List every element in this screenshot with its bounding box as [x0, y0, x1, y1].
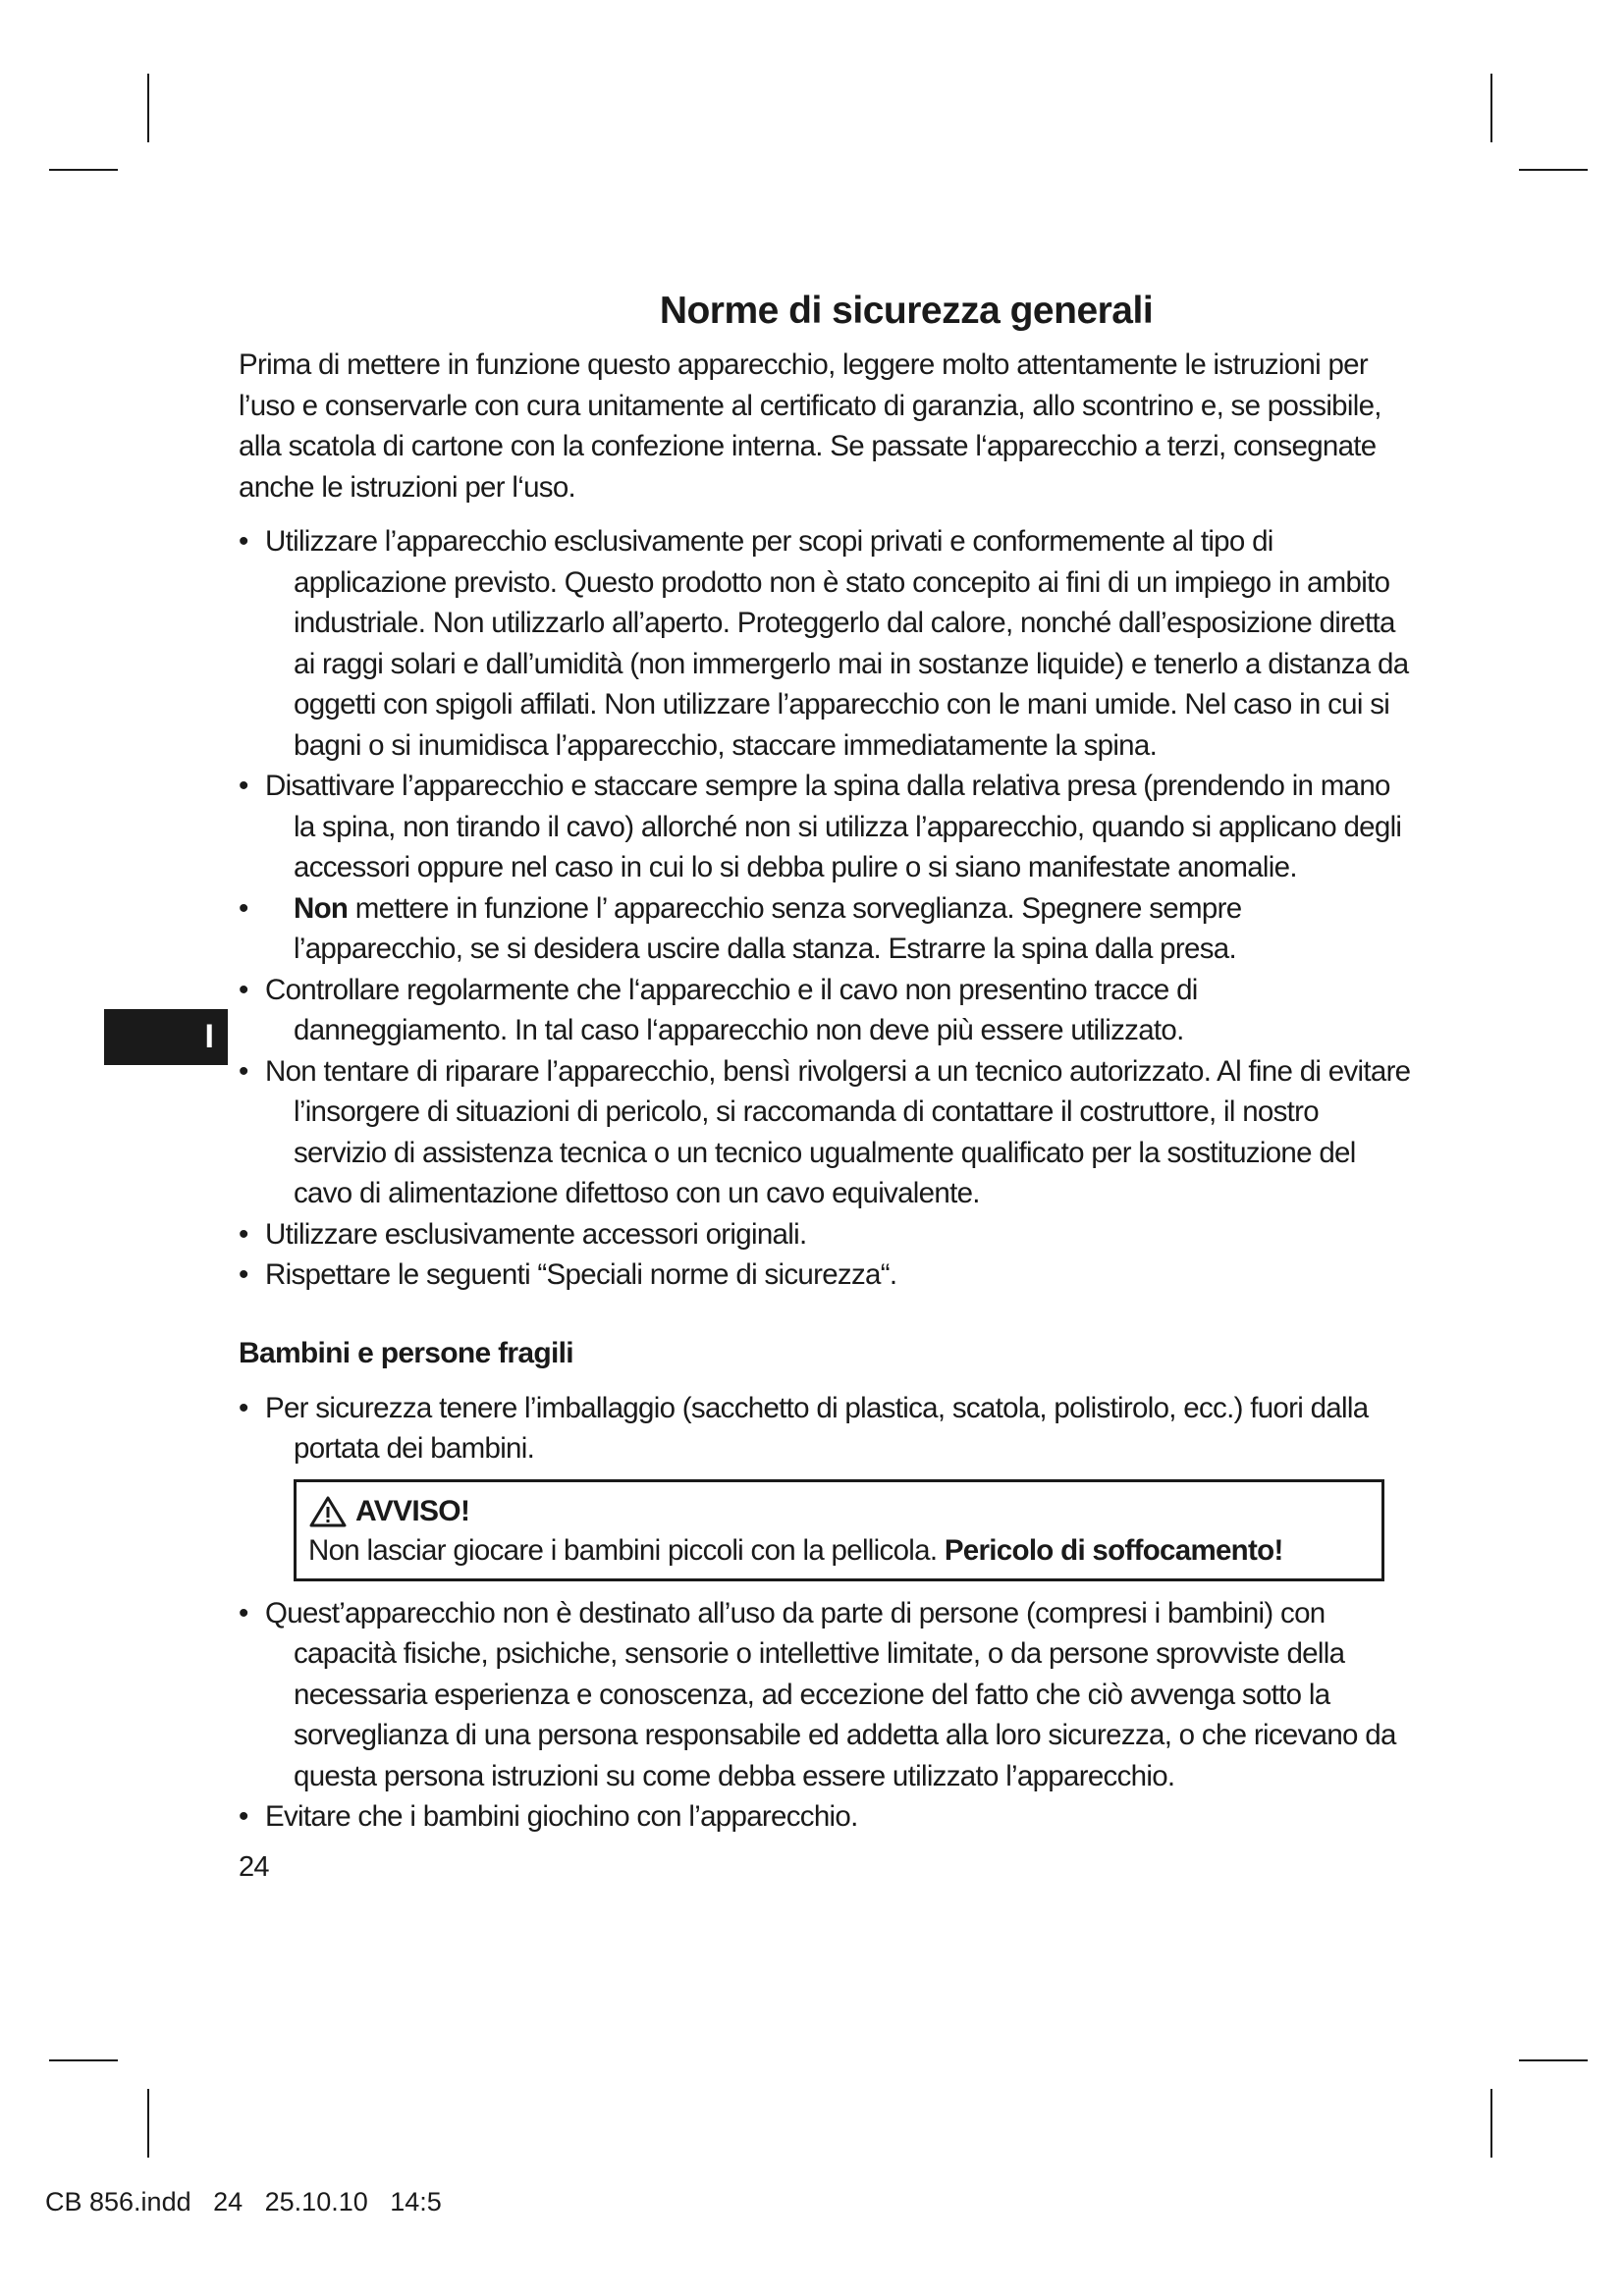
- list-item: • Non mettere in funzione l’ apparecchio senza sorveglianza. Spegnere sempre l’apparecchio, se si desidera uscire dalla stanza. Estrarre la spina dalla presa.: [239, 891, 1242, 965]
- section-heading: Bambini e persone fragili: [239, 1336, 573, 1369]
- list-item: • Non tentare di riparare l’apparecchio, bensì rivolgersi a un tecnico autorizzato. Al fine di evitare l’insorgere di situazioni di pericolo, si raccomanda di contattare il costruttore, il nostro servizio di assistenza tecnica o un tecnico ugualmente qualificato per la sostituzione del cavo di alimentazione difettoso con un cavo equivalente.: [239, 1054, 1411, 1209]
- list-item: • Disattivare l’apparecchio e staccare sempre la spina dalla relativa presa (prendendo in mano la spina, non tirando il cavo) allorché non si utilizza l’apparecchio, quando si applicano degli accessori oppure nel caso in cui lo si debba pulire o si siano manifestate anomalie.: [239, 770, 1402, 883]
- list-item: • Rispettare le seguenti “Speciali norme di sicurezza“.: [239, 1258, 897, 1291]
- warning-box: [294, 1479, 1384, 1581]
- list-item: • Per sicurezza tenere l’imballaggio (sacchetto di plastica, scatola, polistirolo, ecc.) fuori dalla portata dei bambini.: [239, 1391, 1369, 1465]
- crop-mark-bottom-right-horizontal: [1519, 2059, 1588, 2061]
- page-title: Norme di sicurezza generali: [659, 290, 1154, 332]
- crop-mark-bottom-left-horizontal: [49, 2059, 118, 2061]
- warning-triangle-icon: [308, 1495, 348, 1528]
- print-slug: CB 856.indd 24 25.10.10 14:5: [45, 2187, 442, 2216]
- list-item: • Controllare regolarmente che l‘apparecchio e il cavo non presentino tracce di danneggiamento. In tal caso l‘apparecchio non deve più essere utilizzato.: [239, 973, 1198, 1046]
- list-item: • Quest’apparecchio non è destinato all’uso da parte di persone (compresi i bambini) con capacità fisiche, psichiche, sensorie o intellettive limitate, o da persone sprovviste della necessaria esperienza e conoscenza, ad eccezione del fatto che ciò avvenga sotto la sorveglianza di una persona responsabile ed addetta alla loro sicurezza, o che ricevano da questa persona istruzioni su come debba essere utilizzato l’apparecchio.: [239, 1596, 1396, 1792]
- warning-label: AVVISO!: [355, 1494, 470, 1527]
- page-number: 24: [239, 1850, 269, 1883]
- crop-mark-bottom-right-vertical: [1490, 2089, 1492, 2158]
- crop-mark-top-left-horizontal: [49, 169, 118, 171]
- page-content: [239, 290, 1417, 1884]
- warning-emphasis: Pericolo di soffocamento!: [944, 1533, 1283, 1567]
- intro-paragraph: Prima di mettere in funzione questo apparecchio, leggere molto attentamente le istruzioni per l’uso e conservarle con cura unitamente al certificato di garanzia, allo scontrino e, se possibile, alla scatola di cartone con la confezione interna. Se passate l‘apparecchio a terzi, consegnate anche le istruzioni per l‘uso.: [239, 348, 1381, 504]
- crop-mark-top-right-horizontal: [1519, 169, 1588, 171]
- list-item: • Utilizzare esclusivamente accessori originali.: [239, 1217, 807, 1251]
- list-item: • Evitare che i bambini giochino con l’apparecchio.: [239, 1800, 858, 1833]
- crop-mark-bottom-left-vertical: [147, 2089, 149, 2158]
- language-tab-label: I: [204, 1018, 214, 1055]
- warning-text: Non lasciar giocare i bambini piccoli con la pellicola. Pericolo di soffocamento!: [308, 1533, 1283, 1567]
- list-item: • Utilizzare l’apparecchio esclusivamente per scopi privati e conformemente al tipo di applicazione previsto. Questo prodotto non è stato concepito ai fini di un impiego in ambito industriale. Non utilizzarlo all’aperto. Proteggerlo dal calore, nonché dall’esposizione diretta ai raggi solari e dall’umidità (non immergerlo mai in sostanze liquide) e tenerlo a distanza da oggetti con spigoli affilati. Non utilizzare l’apparecchio con le mani umide. Nel caso in cui si bagni o si inumidisca l’apparecchio, staccare immediatamente la spina.: [239, 525, 1409, 762]
- children-list-continued: [239, 1593, 1417, 1838]
- safety-list: [239, 521, 1417, 1296]
- crop-mark-top-right-vertical: [1490, 74, 1492, 142]
- children-list: [239, 1388, 1417, 1469]
- crop-mark-top-left-vertical: [147, 74, 149, 142]
- warning-header: [308, 1492, 1370, 1531]
- language-tab: [104, 1009, 228, 1065]
